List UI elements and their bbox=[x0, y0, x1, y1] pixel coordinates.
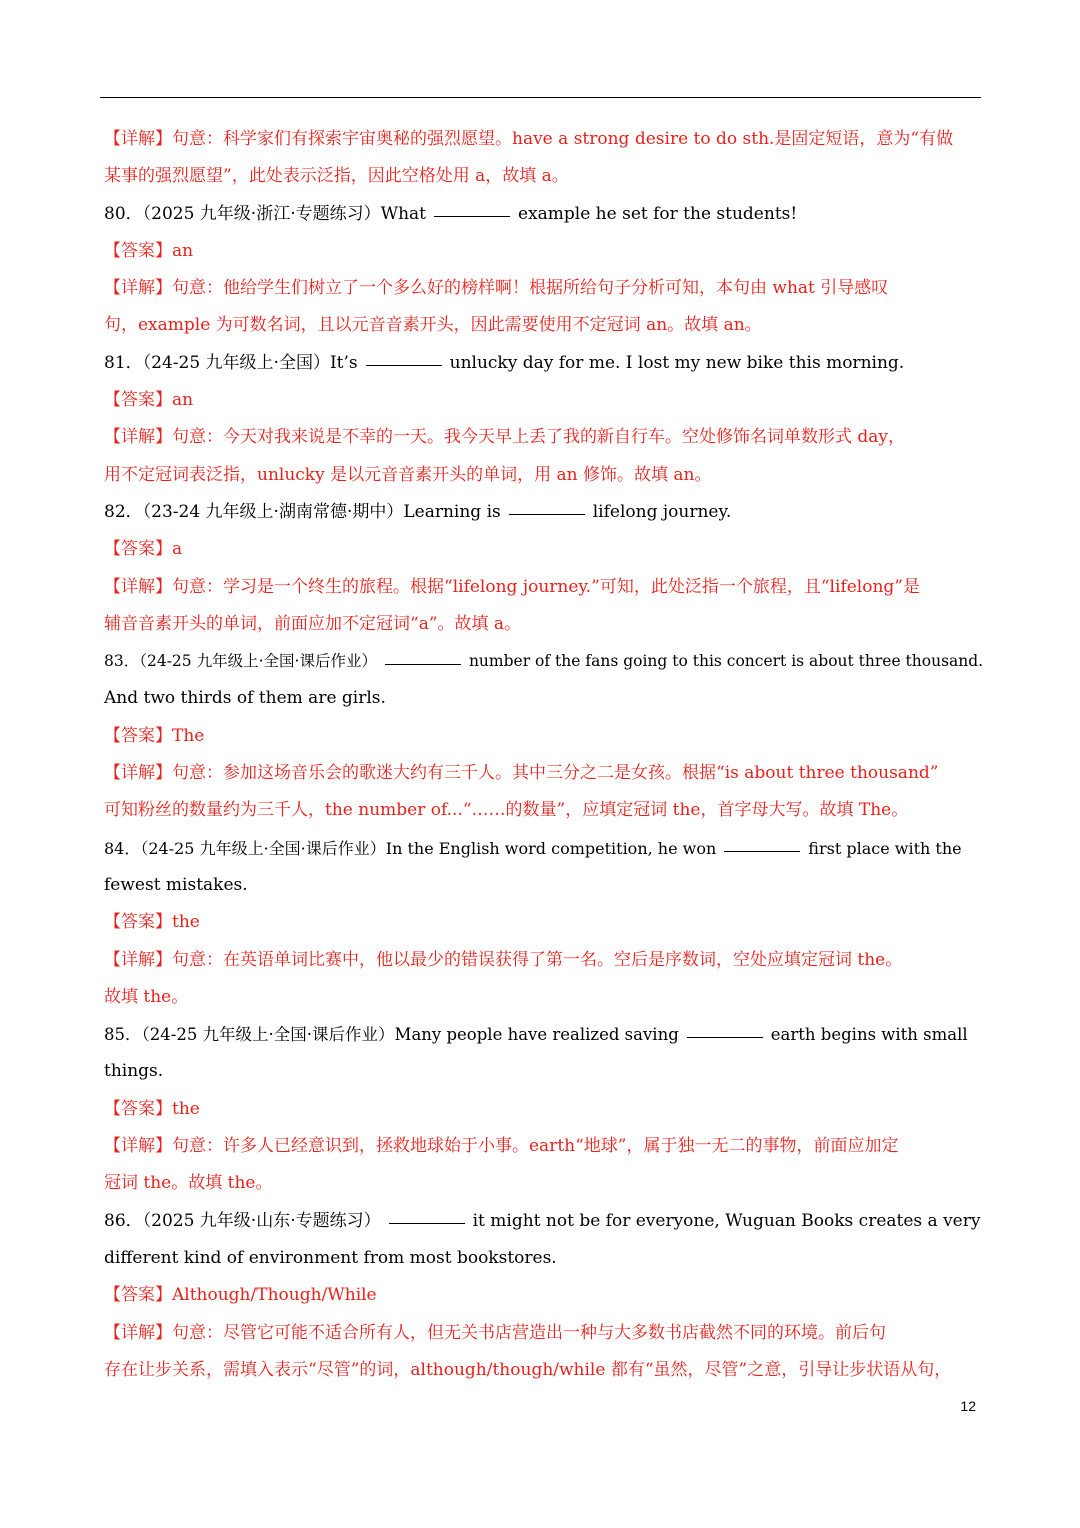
answer-blank bbox=[687, 1037, 763, 1038]
answer-explanation-line: 【详解】句意：参加这场音乐会的歌迷大约有三千人。其中三分之二是女孩。根据“is about three thousand” bbox=[104, 763, 939, 784]
answer-explanation-line: 【详解】句意：许多人已经意识到，拯救地球始于小事。earth“地球”，属于独一无二的事物，前面应加定 bbox=[104, 1136, 899, 1157]
answer-blank bbox=[385, 664, 461, 665]
answer-explanation-line: 【答案】an bbox=[104, 240, 194, 261]
question-text-continued: unlucky day for me. I lost my new bike this morning. bbox=[449, 352, 905, 373]
question-line bbox=[104, 1203, 984, 1240]
answer-explanation-line: 辅音音素开头的单词，前面应加不定冠词“a”。故填 a。 bbox=[104, 613, 522, 634]
answer-explanation-line: 可知粉丝的数量约为三千人，the number of...“……的数量”，应填定冠词 the，首字母大写。故填 The。 bbox=[104, 800, 909, 821]
answer-explanation-line: 【详解】句意：在英语单词比赛中，他以最少的错误获得了第一名。空后是序数词，空处应填定冠词 the。 bbox=[104, 949, 903, 970]
text-line: different kind of environment from most bookstores. bbox=[104, 1247, 557, 1268]
answer-blank bbox=[434, 216, 510, 217]
answer-explanation-line: 句，example 为可数名词，且以元音音素开头，因此需要使用不定冠词 an。故填 an。 bbox=[104, 315, 762, 336]
answer-explanation-line: 【答案】a bbox=[104, 539, 183, 560]
text-line: fewest mistakes. bbox=[104, 874, 248, 895]
answer-blank bbox=[366, 365, 442, 366]
question-text-continued: number of the fans going to this concert is about three thousand. bbox=[468, 652, 984, 671]
answer-explanation-line: 某事的强烈愿望”，此处表示泛指，因此空格处用 a，故填 a。 bbox=[104, 166, 569, 187]
answer-explanation-line: 【详解】句意：科学家们有探索宇宙奥秘的强烈愿望。have a strong desire to do sth.是固定短语，意为“有做 bbox=[104, 129, 954, 149]
question-line bbox=[104, 830, 984, 867]
header-rule bbox=[100, 97, 981, 98]
question-text-continued: first place with the bbox=[808, 838, 962, 858]
question-text: 80．（2025 九年级·浙江·专题练习）What bbox=[104, 203, 426, 224]
answer-explanation-line: 【答案】Although/Though/While bbox=[104, 1285, 377, 1306]
answer-explanation-line: 【详解】句意：今天对我来说是不幸的一天。我今天早上丢了我的新自行车。空处修饰名词单数形式 day， bbox=[104, 427, 906, 448]
answer-explanation-line: 【答案】the bbox=[104, 1098, 200, 1119]
answer-explanation-line: 【答案】the bbox=[104, 912, 200, 933]
question-line bbox=[104, 494, 984, 531]
answer-explanation-line: 【答案】an bbox=[104, 390, 194, 411]
answer-explanation-line: 【详解】句意：他给学生们树立了一个多么好的榜样啊！根据所给句子分析可知，本句由 what 引导感叹 bbox=[104, 278, 889, 299]
answer-blank bbox=[724, 851, 800, 852]
question-text: 84．（24-25 九年级上·全国·课后作业）In the English word competition, he won bbox=[104, 838, 717, 858]
answer-explanation-line: 用不定冠词表泛指，unlucky 是以元音音素开头的单词，用 an 修饰。故填 an。 bbox=[104, 464, 712, 485]
answer-explanation-line: 故填 the。 bbox=[104, 986, 189, 1007]
question-text-continued: lifelong journey. bbox=[592, 501, 732, 522]
answer-explanation-line: 存在让步关系，需填入表示“尽管”的词，although/though/while 都有“虽然，尽管”之意，引导让步状语从句， bbox=[104, 1359, 952, 1380]
question-line bbox=[104, 1016, 984, 1053]
question-line bbox=[104, 643, 984, 680]
text-line: And two thirds of them are girls. bbox=[104, 688, 386, 709]
page-content bbox=[104, 121, 984, 1389]
question-line bbox=[104, 196, 984, 233]
page-number: 12 bbox=[960, 1398, 976, 1414]
question-text: 86．（2025 九年级·山东·专题练习） bbox=[104, 1210, 381, 1231]
question-text: 82．（23-24 九年级上·湖南常德·期中）Learning is bbox=[104, 501, 501, 522]
question-text-continued: example he set for the students! bbox=[518, 203, 798, 224]
text-line: things. bbox=[104, 1061, 164, 1082]
answer-explanation-line: 冠词 the。故填 the。 bbox=[104, 1173, 273, 1194]
question-text: 81．（24-25 九年级上·全国）It’s bbox=[104, 352, 358, 373]
answer-explanation-line: 【答案】The bbox=[104, 725, 205, 746]
answer-blank bbox=[509, 514, 585, 515]
question-text: 83．（24-25 九年级上·全国·课后作业） bbox=[104, 652, 377, 671]
question-text: 85．（24-25 九年级上·全国·课后作业）Many people have realized saving bbox=[104, 1025, 679, 1045]
question-text-continued: earth begins with small bbox=[770, 1025, 968, 1045]
answer-explanation-line: 【详解】句意：学习是一个终生的旅程。根据“lifelong journey.”可知，此处泛指一个旅程，且“lifelong”是 bbox=[104, 576, 920, 597]
answer-blank bbox=[389, 1223, 465, 1224]
answer-explanation-line: 【详解】句意：尽管它可能不适合所有人，但无关书店营造出一种与大多数书店截然不同的环境。前后句 bbox=[104, 1322, 886, 1343]
question-text-continued: it might not be for everyone, Wuguan Books creates a very bbox=[472, 1210, 981, 1231]
question-line bbox=[104, 345, 984, 382]
